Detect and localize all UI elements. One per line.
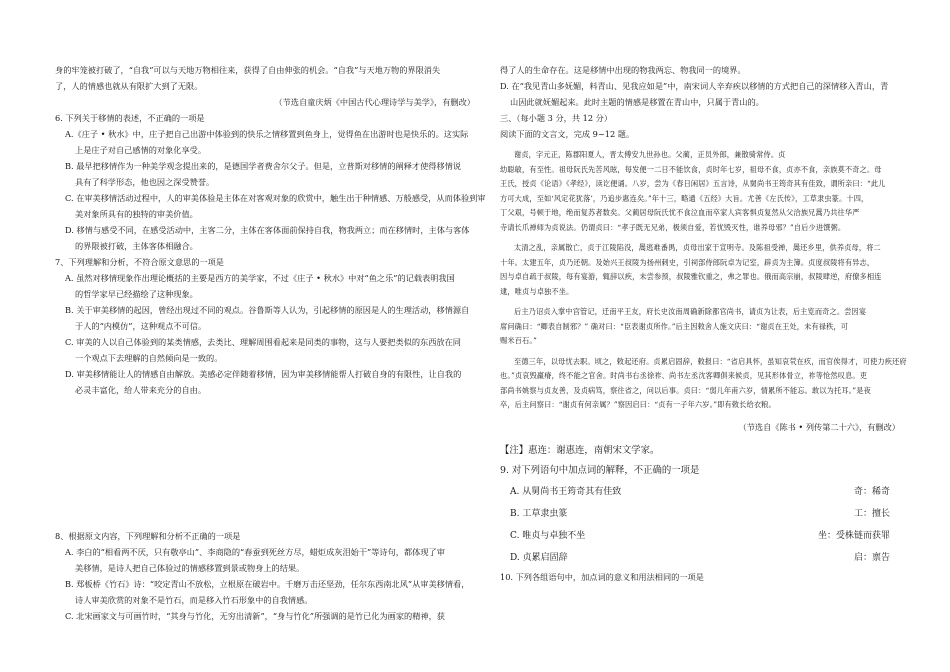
passage-line: 卒，后主问察曰：“谢贞有何亲属？”察因启曰：“贞有一子年六岁。”即有敕长给衣粮。: [500, 400, 776, 409]
passage-line: 至德三年，以母忧去职。顷之，敕起还府。贞累启固辞，敕报曰：“省启具怀，虽知哀茕在疚，而官俟得才，可使力疾还府: [514, 356, 907, 366]
passage-line: 王氏，授贞《论语》《孝经》，读讫便诵。八岁，尝为《春日闲居》五言诗，从舅尚书王筠奇其有佳致，谓所亲曰：“此儿: [500, 179, 886, 188]
option-sentence: A. 从舅尚书王筠奇其有佳致: [510, 486, 622, 497]
option-sentence: C. 唯贞与卓独不坐: [510, 530, 586, 541]
question-stem: 7、下列理解和分析，不符合原文意思的一项是: [55, 257, 224, 267]
section-instructions: 阅读下面的文言文，完成 9~12 题。: [500, 129, 635, 139]
passage-line: 部尚书姚察与贞友善，及贞病笃，察往省之，问以后事。贞曰：“弱儿年甫六岁，情累所不能忘。敢以为托耳。”是夜: [500, 385, 871, 395]
passage-paragraph: [500, 305, 900, 349]
passage-line: 十年。太建五年，贞乃还朝。及始兴王叔陵为扬州刺史，引祠部侍郎阮卓为记室，辟贞为主簿。贞度叔陵将有异志，: [500, 257, 875, 267]
option-b-cont: 于人的“内模仿”，这种观点不可信。: [75, 321, 207, 331]
intro-line: 身的牢笼被打破了，“自我”可以与天地万物相往来，获得了自由伸张的机会。“自我”与天地万物的界限消失: [55, 65, 441, 75]
option-gloss: 工：擅长: [853, 508, 890, 519]
option-b[interactable]: B. 关于审美移情的起因，曾经出现过不同的观点。谷鲁斯等人认为，引起移情的原因是人的生理活动，移情源自: [65, 305, 470, 315]
intro-line: 了，人的情感也就从有限扩大到了无限。: [55, 81, 203, 91]
option-d[interactable]: D. 移情与感受不同，在感受活动中，主客二分，主体在客体面前保持自我，物我两立；而在移情时，主体与客体: [65, 225, 470, 235]
option-c-cont: 美对象所具有的独特的审美价值。: [75, 209, 198, 219]
option-a[interactable]: [500, 481, 900, 503]
option-a-cont: 的哲学家早已经描绘了这种现象。: [75, 289, 198, 299]
passage-paragraph: [500, 148, 900, 235]
passage-line: 幼聪敏，有至性。祖母阮氏先苦风眩，每发便一二日不能饮食，贞时年七岁，祖母不食，贞亦不食，亲族莫不奇之。母: [500, 164, 882, 174]
option-d-cont: 山因此就妩媚起来。此时主题的情感是移置在青山中，只属于青山的。: [510, 97, 764, 107]
question-7: [55, 254, 475, 398]
question-9: [500, 461, 900, 569]
annotation-note: 【注】惠连：谢惠连，南朝宋文学家。: [500, 444, 660, 456]
right-column: [500, 62, 907, 585]
option-a[interactable]: A. 李白的“相看两不厌，只有敬亭山”、李商隐的“春蚕到死丝方尽，蜡炬成灰泪始干”等诗句，都体现了审: [65, 547, 445, 557]
option-gloss: 坐：受株链而获罪: [817, 530, 890, 541]
option-a[interactable]: A.《庄子 • 秋水》中，庄子把自己出游中体验到的快乐之情移置到鱼身上，觉得鱼在出游时也是快乐的。这实际: [65, 129, 469, 139]
option-b[interactable]: B. 郑板桥《竹石》诗：“咬定青山不放松，立根原在破岩中。千磨万击还坚劲，任尔东西南北风”从审美移情看，: [65, 579, 470, 589]
option-a-cont: 上是庄子对自己感情的对象化享受。: [75, 145, 207, 155]
option-c-cont: 一个观点下去理解的自然倾向是一致的。: [75, 353, 223, 363]
option-d-cont: 必灵丰富化，给人带来充分的自由。: [75, 385, 207, 395]
question-8: [55, 528, 475, 624]
passage-line: 后主乃诏贞入掌中宫管记，迁南平王友，府长史汝南周确新除都官尚书，请贞为让表，后主览而奇之。尝因宴: [514, 307, 867, 316]
passage-line: 席问确曰：“卿表自制邪？” 确对曰：“臣表谢贞所作。”后主因敕舍人施文庆曰：“谢贞在王处，未有禄秩，可: [500, 321, 849, 331]
option-gloss: 奇：稀奇: [853, 486, 890, 497]
question-stem: 9. 对下列语句中加点词的解释，不正确的一项是: [500, 464, 700, 476]
option-c-cont: 得了人的生命存在。这是移情中出现的物我两忘、物我同一的境界。: [500, 65, 746, 75]
option-d[interactable]: D. 在“我见青山多妩媚，料青山、见我应如是”中，南宋词人辛弃疾以移情的方式把自己的深情移入青山，青: [500, 81, 889, 91]
passage-paragraph: [500, 355, 907, 413]
option-c[interactable]: C. 在审美移情活动过程中，人的审美体验是主体在对客观对象的欣赏中，触生出于种情感、万般感受，从而体验到审: [65, 193, 486, 203]
passage-line: 丁父艰，号顿于地，绝而复苏者数矣。父蔺居母阮氏忧不食泣血而卒家人宾客惧贞复然从父洽族兄暠乃共往华严: [500, 208, 860, 217]
option-b[interactable]: [500, 503, 900, 525]
passage-paragraph: [500, 241, 900, 299]
option-c[interactable]: C. 审美的人以自己体验到的某类情感，去类比、理解周围看起来是同类的事物，这与人要把类似的东西放在同: [65, 337, 461, 347]
question-stem: 8、根据原文内容，下列理解和分析不正确的一项是: [55, 531, 241, 541]
source-citation: （节选自《陈书 • 列传第二十六》，有删改）: [738, 421, 900, 432]
passage-line: 逮，唯贞与卓独不坐。: [500, 286, 574, 296]
section-heading: 三、（每小题 3 分，共 12 分）: [500, 113, 613, 123]
passage-line: 赐米百石。”: [500, 336, 537, 345]
option-d-cont: 的界限被打破，主体客体相融合。: [75, 241, 198, 251]
passage-line: 因与卓自疏于叔陵，每有宴游，辄辞以疾，未尝参预，叔陵雅钦重之，弗之罪也。俄而高宗崩，叔陵肆逆，府僚多相连: [500, 272, 882, 281]
option-sentence: D. 贞累启固辞: [510, 552, 568, 563]
option-sentence: B. 工草隶虫篆: [510, 508, 568, 519]
left-column: [55, 62, 486, 624]
option-b-cont: 诗人审美欣赏的对象不是竹石，而是移入竹石形象中的自我情感。: [75, 595, 313, 605]
passage-line: 也。”贞哀毁羸瘠，终不能之官舍。时尚书右丞徐祚、尚书左丞沈客卿俱来候贞，见其形体骨立，祚等怆然叹息。吏: [500, 371, 868, 380]
option-a[interactable]: A. 虽然对移情现象作出理论概括的主要是西方的美学家，不过《庄子 • 秋水》中对“鱼之乐”的记载表明我国: [65, 273, 455, 283]
option-d[interactable]: D. 审美移情能让人的情感自由解放。美感必定伴随着移情，因为审美移情能帮人打破自身的有限性，让自我的: [65, 369, 462, 379]
passage-line: 寺请长爪禅师为贞说法。仍谓贞曰：“孝子既无兄弟，极须自爱，若忧毁灭性，谁养母邪？”自后少进馔粥。: [500, 222, 846, 232]
source-citation: （节选自童庆炳《中国古代心理诗学与美学》，有删改）: [274, 97, 475, 107]
option-b-cont: 具有了科学形态，他也因之深受赞誉。: [75, 177, 215, 187]
passage-line: 太清之乱，亲属散亡，贞于江陵陷没，暠逃难番禺，贞母出家于宣明寺。及陈祖受禅，暠还乡里，供养贞母，将二: [514, 243, 881, 252]
classical-passage: [500, 148, 907, 413]
question-6: [55, 110, 486, 254]
option-a-cont: 美移情，是诗人把自己体验过的情感移置到景或物身上的结果。: [75, 563, 305, 573]
question-stem: 6. 下列关于移情的表述，不正确的一项是: [55, 113, 205, 123]
passage-line: 方可大成，至如‘风定花犹落’，乃追步惠连矣。”年十三，略通《五经》大旨。尤善《左氏传》，工草隶虫篆。十四，: [500, 193, 869, 203]
option-c[interactable]: [500, 525, 900, 547]
passage-line: 谢贞，字元正，陈郡阳夏人，晋太傅安九世孙也。父蔺，正员外郎，兼散骑常侍。贞: [514, 150, 786, 159]
option-c[interactable]: C. 北宋画家文与可画竹时，“其身与竹化，无穷出清新”，“身与竹化”所强调的是竹已化为画家的精神，获: [65, 611, 445, 621]
option-b[interactable]: B. 最早把移情作为一种美学观念提出来的，是德国学者费舍尔父子。但是，立普斯对移情的阐释才使得移情说: [65, 161, 462, 171]
option-gloss: 启：禀告: [853, 552, 890, 563]
option-d[interactable]: [500, 547, 900, 569]
question-10-stem: 10. 下列各组语句中，加点词的意义和用法相同的一项是: [500, 571, 704, 582]
